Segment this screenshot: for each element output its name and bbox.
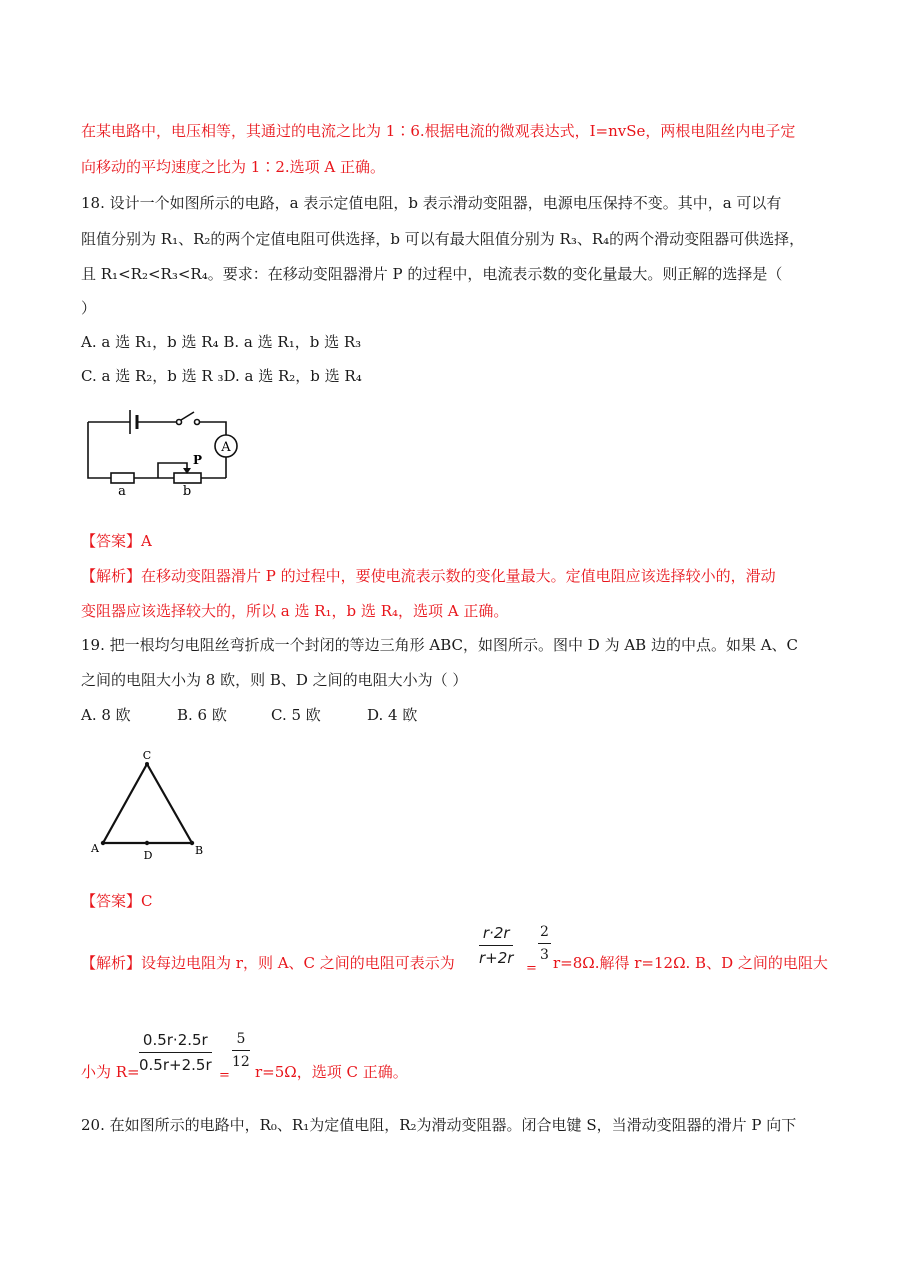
q18-stem-line1: 18. 设计一个如图所示的电路，a 表示定值电阻，b 表示滑动变阻器，电源电压保持不变。其中，a 可以有 <box>81 194 782 212</box>
q18-stem-line3: 且 R₁<R₂<R₃<R₄。要求：在移动变阻器滑片 P 的过程中，电流表示数的变化量最大。则正解的选择是（ <box>81 265 783 283</box>
coefficient-denominator: 12 <box>232 1054 250 1070</box>
q18-options-row1: A. a 选 R₁，b 选 R₄ B. a 选 R₁，b 选 R₃ <box>81 333 362 351</box>
coefficient-numerator: 2 <box>540 924 549 940</box>
vertex-c-label: C <box>142 749 152 762</box>
q19-answer: 【答案】C <box>81 892 153 910</box>
q18-explanation-line2: 变阻器应该选择较大的，所以 a 选 R₁，b 选 R₄，选项 A 正确。 <box>81 602 509 620</box>
slider-label: P <box>193 453 203 467</box>
q18-options-row2: C. a 选 R₂，b 选 R ₃D. a 选 R₂，b 选 R₄ <box>81 367 362 385</box>
vertex-a-label: A <box>91 842 99 855</box>
q18-circuit-diagram <box>80 398 250 498</box>
resistor-b-label: b <box>182 484 192 498</box>
q19-explanation1-rest: r=8Ω.解得 r=12Ω. B、D 之间的电阻大 <box>553 954 828 972</box>
fraction-denominator: 0.5r+2.5r <box>139 1056 212 1074</box>
q18-answer: 【答案】A <box>81 532 152 550</box>
q18-stem-line2: 阻值分别为 R₁、R₂的两个定值电阻可供选择，b 可以有最大阻值分别为 R₃、R₄的两个滑动变阻器可供选择， <box>81 230 805 248</box>
fraction-numerator: r·2r <box>482 924 510 942</box>
q19-explanation2-coefficient <box>232 1031 250 1070</box>
q20-stem-line1: 20. 在如图所示的电路中，R₀、R₁为定值电阻，R₂为滑动变阻器。闭合电键 S，当滑动变阻器的滑片 P 向下 <box>81 1116 797 1134</box>
q19-explanation1-equals: = <box>526 961 537 976</box>
q19-option-c: C. 5 欧 <box>271 706 321 724</box>
midpoint-d-label: D <box>143 849 153 862</box>
q19-stem-line2: 之间的电阻大小为 8 欧，则 B、D 之间的电阻大小为（ ） <box>81 671 468 689</box>
q19-explanation2-text: 小为 R= <box>81 1063 140 1081</box>
coefficient-denominator: 3 <box>540 947 549 963</box>
prev-explanation-line2: 向移动的平均速度之比为 1∶2.选项 A 正确。 <box>81 158 385 176</box>
vertex-b-label: B <box>194 844 204 857</box>
q19-explanation2-fraction <box>139 1031 212 1074</box>
q19-explanation1-coefficient <box>538 924 551 963</box>
q19-explanation1-text: 【解析】设每边电阻为 r，则 A、C 之间的电阻可表示为 <box>81 954 455 972</box>
fraction-numerator: 0.5r·2.5r <box>142 1031 208 1049</box>
q19-stem-line1: 19. 把一根均匀电阻丝弯折成一个封闭的等边三角形 ABC，如图所示。图中 D 为 AB 边的中点。如果 A、C <box>81 636 799 654</box>
q19-explanation1-fraction <box>479 924 513 967</box>
q18-explanation-line1: 【解析】在移动变阻器滑片 P 的过程中，要使电流表示数的变化量最大。定值电阻应该选择较小的，滑动 <box>81 567 776 585</box>
fraction-denominator: r+2r <box>479 949 514 967</box>
q19-option-b: B. 6 欧 <box>177 706 227 724</box>
q19-explanation2-equals: = <box>219 1068 230 1083</box>
q19-triangle-diagram <box>85 748 215 866</box>
q19-option-a: A. 8 欧 <box>81 706 131 724</box>
resistor-a-label: a <box>118 484 126 498</box>
q18-stem-line4: ） <box>81 299 97 317</box>
coefficient-numerator: 5 <box>236 1031 246 1047</box>
prev-explanation-line1: 在某电路中，电压相等，其通过的电流之比为 1∶6.根据电流的微观表达式，I=nvSe，两根电阻丝内电子定 <box>81 122 796 140</box>
q19-option-d: D. 4 欧 <box>367 706 418 724</box>
q19-explanation2-rest: r=5Ω，选项 C 正确。 <box>255 1063 408 1081</box>
ammeter-label: A <box>221 440 231 455</box>
